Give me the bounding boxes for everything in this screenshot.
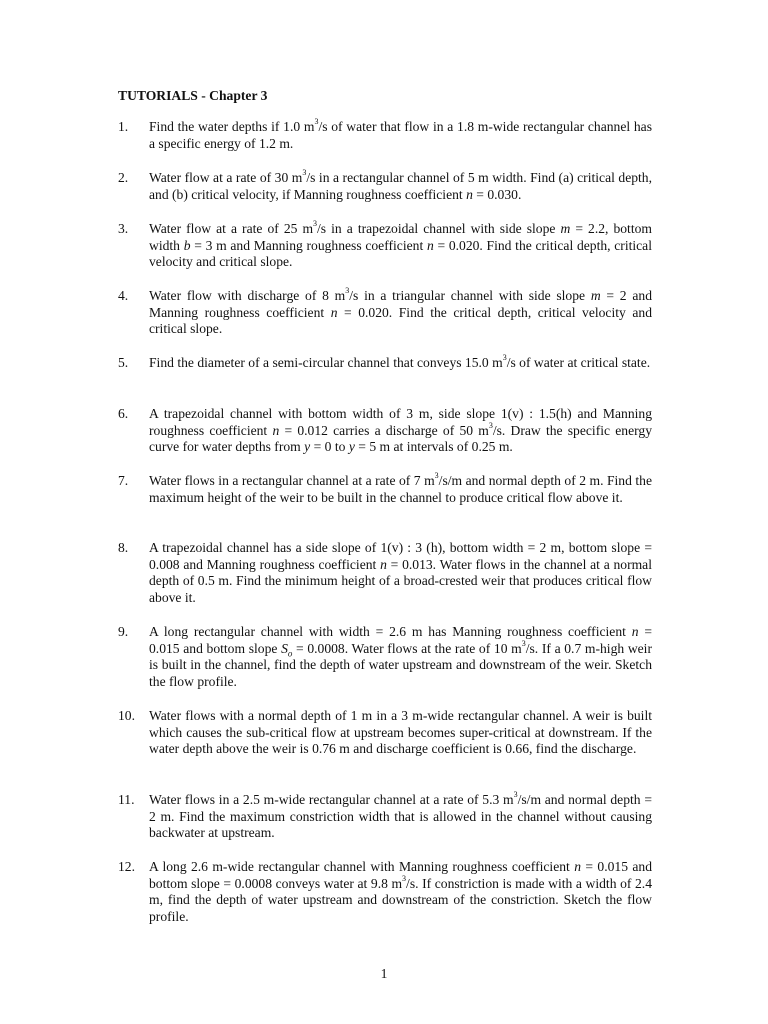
question-item — [118, 540, 652, 606]
question-text: A trapezoidal channel has a side slope of 1(v) : 3 (h), bottom width = 2 m, bottom slope = 0.008 and Manning roughness coefficient n = 0.013. Water flows in the channel at a normal depth of 0.5 m. Find the minimum height of a broad-crested weir that produces critical flow above it. — [149, 540, 652, 605]
question-text: Find the water depths if 1.0 $m^3/s$ of water that flow in a 1.8 m-wide rectangular channel has a specific energy of 1.2 m. — [149, 117, 652, 151]
question-item — [118, 355, 652, 372]
question-text: A trapezoidal channel with bottom width of 3 m, side slope 1(v) : 1.5(h) and Manning roughness coefficient n = 0.012 carries a discharge of 50 $m^3/s$. Draw the specific energy curve for water depths from y = 0 to y = 5 m at intervals of 0.25 m. — [149, 406, 652, 454]
question-text: Water flow at a rate of 30 $m^3/s$ in a rectangular channel of 5 m width. Find (a) critical depth, and (b) critical velocity, if Manning roughness coefficient n = 0.030. — [149, 168, 652, 202]
question-item — [118, 288, 652, 338]
question-item — [118, 792, 652, 842]
question-number: 4. — [118, 288, 129, 303]
question-number: 12. — [118, 859, 135, 874]
question-text: A long 2.6 m-wide rectangular channel with Manning roughness coefficient n = 0.015 and bottom slope = 0.0008 conveys water at 9.8 $m^3/s$. If constriction is made with a width of 2.4 m, find the depth of water upstream and downstream of the constriction. Sketch the flow profile. — [149, 859, 652, 924]
question-text: Water flows in a rectangular channel at a rate of 7 $m^3/s/m$ and normal depth of 2 m. Find the maximum height of the weir to be built in the channel to produce critical flow above it. — [149, 471, 652, 505]
question-item — [118, 624, 652, 690]
question-text: A long rectangular channel with width = 2.6 m has Manning roughness coefficient n = 0.015 and bottom slope $S_o = 0.0008$. Water flows at the rate of 10 $m^3/s$. If a 0.7 m-high weir is built in the channel, find the depth of water upstream and downstream of the weir. Sketch the flow profile. — [149, 624, 652, 689]
question-number: 3. — [118, 221, 129, 236]
question-item — [118, 170, 652, 203]
question-number: 1. — [118, 119, 129, 134]
question-item — [118, 473, 652, 506]
question-number: 7. — [118, 473, 129, 488]
question-text: Water flows with a normal depth of 1 m in a 3 m-wide rectangular channel. A weir is built which causes the sub-critical flow at upstream becomes super-critical at downstream. If the water depth above the weir is 0.76 m and discharge coefficient is 0.66, find the discharge. — [149, 708, 652, 756]
question-number: 9. — [118, 624, 129, 639]
question-text: Water flows in a 2.5 m-wide rectangular channel at a rate of 5.3 $m^3/s/m$ and normal depth = 2 m. Find the maximum constriction width that is allowed in the channel without causing backwater at upstream. — [149, 790, 652, 840]
question-number: 6. — [118, 406, 129, 421]
question-number: 11. — [118, 792, 135, 807]
question-number: 10. — [118, 708, 135, 723]
question-text: Water flow at a rate of 25 $m^3/s$ in a trapezoidal channel with side slope m = 2.2, bottom width b = 3 m and Manning roughness coefficient n = 0.020. Find the critical depth, critical velocity and critical slope. — [149, 219, 652, 269]
question-number: 2. — [118, 170, 129, 185]
question-item — [118, 859, 652, 925]
question-item — [118, 221, 652, 271]
question-text: Find the diameter of a semi-circular channel that conveys 15.0 $m^3/s$ of water at critical state. — [149, 353, 651, 370]
question-item — [118, 406, 652, 456]
question-number: 8. — [118, 540, 129, 555]
question-number: 5. — [118, 355, 129, 370]
question-item — [118, 119, 652, 152]
question-text: Water flow with discharge of 8 $m^3/s$ in a triangular channel with side slope m = 2 and Manning roughness coefficient n = 0.020. Find the critical depth, critical velocity and critical slope. — [149, 286, 652, 336]
question-item — [118, 708, 652, 758]
page-title: TUTORIALS - Chapter 3 — [118, 88, 268, 103]
page-number: 1 — [380, 966, 388, 981]
